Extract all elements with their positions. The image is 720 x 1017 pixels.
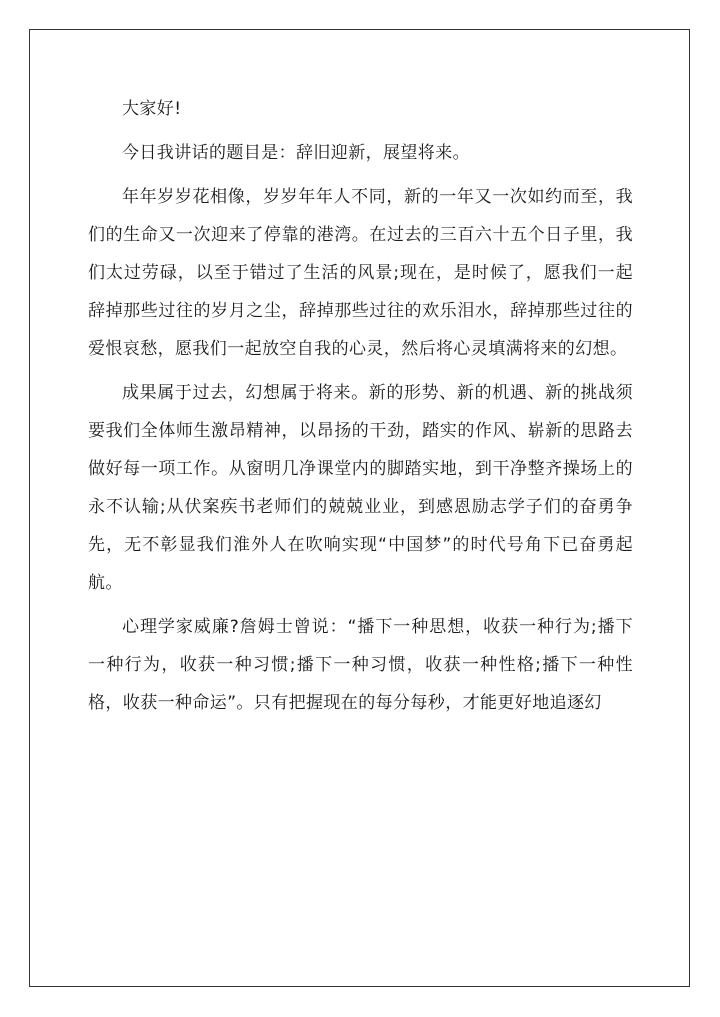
topic-paragraph: 今日我讲话的题目是：辞旧迎新，展望将来。 [122,143,470,163]
greeting-paragraph: 大家好! [122,99,182,119]
document-body [88,90,633,722]
body-paragraph: 成果属于过去，幻想属于将来。新的形势、新的机遇、新的挑战须要我们全体师生激昂精神，以昂扬的干劲，踏实的作风、崭新的思路去做好每一项工作。从窗明几净课堂内的脚踏实地，到干净整齐操场上的永不认输;从伏案疾书老师们的兢兢业业，到感恩励志学子们的奋勇争先，无不彰显我们淮外人在吹响实现“中国梦”的时代号角下已奋勇起航。 [88,383,633,593]
body-paragraph: 年年岁岁花相像，岁岁年年人不同，新的一年又一次如约而至，我们的生命又一次迎来了停靠的港湾。在过去的三百六十五个日子里，我们太过劳碌，以至于错过了生活的风景;现在，是时候了，愿我们一起辞掉那些过往的岁月之尘，辞掉那些过往的欢乐泪水，辞掉那些过往的爱恨哀愁，愿我们一起放空自我的心灵，然后将心灵填满将来的幻想。 [88,187,633,359]
body-paragraph: 心理学家威廉?詹姆士曾说：“播下一种思想，收获一种行为;播下一种行为，收获一种习惯;播下一种习惯，收获一种性格;播下一种性格，收获一种命运”。只有把握现在的每分每秒，才能更好地追逐幻 [88,617,633,713]
